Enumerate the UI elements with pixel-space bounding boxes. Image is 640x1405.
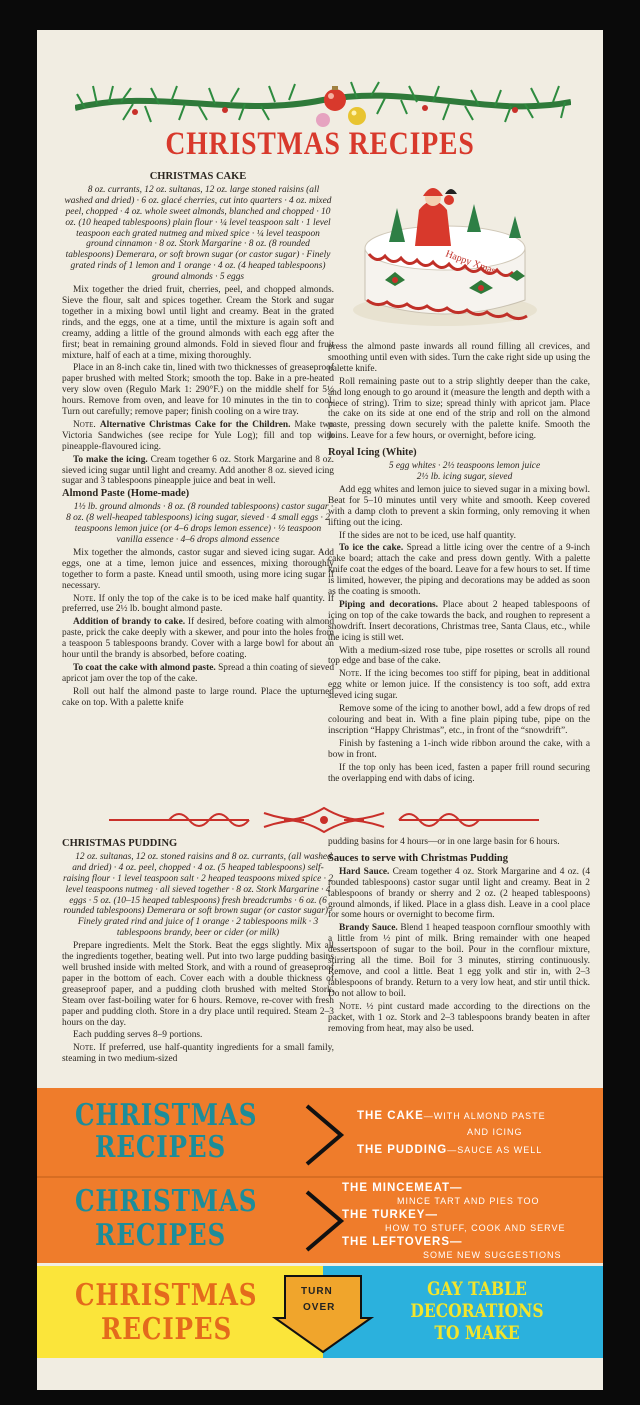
brandy-label: Addition of brandy to cake. bbox=[73, 617, 186, 628]
mincemeat-subline: MINCE TART AND PIES TOO bbox=[397, 1196, 540, 1206]
ornamental-divider bbox=[109, 805, 539, 835]
note-bold: Alternative Christmas Cake for the Children. bbox=[99, 419, 291, 430]
band3-title-line1: CHRISTMAS bbox=[75, 1278, 258, 1313]
press-paste-paragraph: press the almond paste inwards all round filling all crevices, and smoothing until even with sides. Turn the cake right side up using the palette knife. bbox=[328, 342, 590, 374]
basins-paragraph: pudding basins for 4 hours—or in one large basin for 6 hours. bbox=[328, 837, 560, 847]
roll-remaining-paragraph: Roll remaining paste out to a strip slightly deeper than the cake, and long enough to go around it (measure the length and depth with a piece of string). Trim to size; spread thinly with apricot jam. Place the cake on its side at one end of the strip and roll on the almond paste, pressing down securely with the palette knife. Smooth the joins. Leave for a few hours, or overnight, before icing. bbox=[328, 376, 590, 442]
the-mincemeat-bold: THE MINCEMEAT— bbox=[342, 1182, 463, 1194]
pudding-column bbox=[62, 837, 334, 1067]
cake-baking-paragraph: Place in an 8-inch cake tin, lined with two thicknesses of greaseproof paper brushed with melted Stork; smooth the top. Bake in a pre-heated very slow oven (Regulo Mark 1: 290°F.) on the middle shelf for 5½ hours. Remove from oven, and leave for 10 minutes in the tin to cool. Turn out carefully; remove paper; finish cooling on a wire tray. bbox=[62, 363, 334, 418]
note-label: Note. bbox=[339, 669, 362, 680]
alternative-cake-note bbox=[62, 420, 334, 453]
the-leftovers-label bbox=[342, 1236, 463, 1248]
sauces-column bbox=[328, 837, 590, 1036]
hard-sauce-paragraph bbox=[328, 867, 590, 922]
page-title: CHRISTMAS RECIPES bbox=[165, 126, 475, 162]
note-label: Note. bbox=[73, 1043, 96, 1054]
almond-paste-heading: Almond Paste (Home-made) bbox=[62, 488, 190, 500]
note-text: If only the top of the cake is to be iced make half quantity. If preferred, use 2½ lb. bought almond paste. bbox=[62, 593, 335, 615]
the-cake-rest: —WITH ALMOND PASTE bbox=[423, 1111, 546, 1121]
coat-text: Spread a thin coating of sieved apricot jam over the top of the cake. bbox=[62, 662, 335, 684]
gay-table-line: GAY TABLE bbox=[427, 1279, 527, 1300]
icing-column bbox=[328, 342, 590, 786]
the-mincemeat-label bbox=[342, 1182, 462, 1194]
coat-label: To coat the cake with almond paste. bbox=[73, 662, 216, 673]
christmas-pudding-heading: CHRISTMAS PUDDING bbox=[62, 838, 178, 849]
piping-label: Piping and decorations. bbox=[339, 599, 439, 610]
royal-icing-ingredients-2: 2½ lb. icing sugar, sieved bbox=[416, 471, 513, 482]
christmas-cake-heading: CHRISTMAS CAKE bbox=[149, 171, 247, 182]
brandy-sauce-label: Brandy Sauce. bbox=[339, 923, 398, 934]
christmas-cake-ingredients: 8 oz. currants, 12 oz. sultanas, 12 oz. large stoned raisins (all washed and dried) · 6 oz. glacé cherries, cut into quarters · 4 oz. mixed peel, chopped · 4 oz. whole sweet almonds, blanched and chopped · 10 oz. (10 heaped tablespoons) plain flour · ¼ level teaspoon salt · 1 level teaspoon each grated nutmeg and mixed spice · ¼ level teaspoon ground cinnamon · 8 oz. Stork Margarine · 8 oz. (8 rounded tablespoons) Demerara, or soft brown sugar (or castor sugar) · Finely grated rinds of 1 lemon and 1 orange · 4 oz. (4 heaped tablespoons) ground almonds · 5 eggs bbox=[64, 184, 332, 283]
christmas-cake-column bbox=[62, 170, 334, 711]
inscription-paragraph: Remove some of the icing to another bowl, add a few drops of red colouring and beat in. With a fine plain piping tube, pipe on the inscription “Happy Christmas”, etc., in front of the “snowdrift”. bbox=[328, 704, 590, 736]
icing-label: To make the icing. bbox=[73, 454, 148, 465]
royal-icing-ingredients-1: 5 egg whites · 2½ teaspoons lemon juice bbox=[388, 461, 541, 472]
sauces-heading: Sauces to serve with Christmas Pudding bbox=[328, 852, 508, 864]
note-text: If the icing becomes too stiff for piping, beat in additional egg white or lemon juice. If the consistency is too soft, add extra sieved icing sugar. bbox=[328, 669, 590, 702]
cover-band-mincemeat-turkey bbox=[37, 1176, 603, 1263]
cake-method-paragraph: Mix together the dried fruit, cherries, peel, and chopped almonds. Sieve the flour, salt and spices together. Cream the Stork and sugar together in a mixing bowl until light and creamy. Beat in the grated rinds, and the eggs, one at a time, until the mixture is again soft and creamy, adding a little of the ground almonds with each egg after the first; beat in remaining ground almonds. Fold in sieved flour and fruit mixture, half of each at a time, mixing thoroughly. bbox=[62, 285, 334, 361]
almond-paste-ingredients: 1½ lb. ground almonds · 8 oz. (8 rounded tablespoons) castor sugar · 8 oz. (8 well-heaped tablespoons) icing sugar, sieved · 4 small eggs · 2 teaspoons lemon juice (or 4–6 drops lemon essence) · ½ teaspoon vanilla essence · 4–6 drops almond essence bbox=[66, 502, 334, 545]
icing-text: Cream together 6 oz. Stork Margarine and 8 oz. sieved icing sugar until light and creamy. Add another 8 oz. sieved icing sugar and 3 tablespoons pineapple juice and beat in well. bbox=[62, 454, 334, 487]
roll-paste-paragraph: Roll out half the almond paste to large round. Place the upturned cake on top. With a palette knife bbox=[62, 686, 334, 708]
brandy-addition-paragraph bbox=[62, 617, 334, 661]
turn-over-arrow-icon bbox=[271, 1272, 375, 1354]
brandy-sauce-paragraph bbox=[328, 923, 590, 999]
hard-label: Hard Sauce. bbox=[339, 866, 390, 877]
svg-text:Happy Xmas: Happy Xmas bbox=[443, 248, 498, 277]
to-make-line: TO MAKE bbox=[434, 1323, 520, 1344]
ice-cake-paragraph bbox=[328, 543, 590, 598]
over-label: OVER bbox=[303, 1302, 336, 1313]
paper-frill-paragraph: If the top only has been iced, fasten a paper frill round securing the overlapping end with dabs of icing. bbox=[328, 762, 590, 784]
turkey-subline: HOW TO STUFF, COOK AND SERVE bbox=[385, 1223, 566, 1233]
band1-line2 bbox=[357, 1144, 542, 1156]
chevron-right-icon bbox=[305, 1190, 345, 1252]
pudding-note-paragraph bbox=[62, 1043, 334, 1065]
ice-text: Spread a little icing over the centre of a 9-inch cake board; attach the cake and press down gently. With a palette knife coat the edges of the board. Leave for a few hours to set. If time is limited, however, the piping and decorations may be added as soon as the coating is smooth. bbox=[328, 543, 590, 598]
royal-icing-heading: Royal Icing (White) bbox=[328, 447, 417, 459]
almond-note-paragraph bbox=[62, 594, 334, 616]
custard-note-paragraph bbox=[328, 1002, 590, 1035]
brandy-sauce-text: Blend 1 heaped teaspoon cornflour smoothly with a little from ½ pint of milk. Bring remainder with one heaped dessertspoon of sugar to the boil. Pour in the cornflour mixture, stirring all the time. Boil for 3 minutes, stirring continuously. Remove, and cool a little. Beat 1 egg yolk and stir in, with 2–3 tablespoons of brandy. Return to a very low heat, and stir until thick. Do not allow to boil. bbox=[328, 923, 591, 999]
make-icing-paragraph bbox=[62, 455, 334, 488]
brandy-text: If desired, before coating with almond paste, prick the cake deeply with a skewer, and pour into the holes from a teaspoon 5 tablespoons brandy. Cover with a large bowl for about an hour until the brandy is absorbed, before coating. bbox=[62, 617, 335, 661]
band2-title-line1: CHRISTMAS bbox=[75, 1184, 258, 1219]
note-label: Note. bbox=[73, 593, 96, 604]
note-text: Make two Victoria Sandwiches (see recipe for Yule Log); fill and top with pineapple-flavoured icing. bbox=[62, 419, 334, 452]
ribbon-paragraph: Finish by fastening a 1-inch wide ribbon around the cake, with a bow in front. bbox=[328, 738, 590, 760]
band1-line1-cont: AND ICING bbox=[467, 1127, 523, 1137]
coat-cake-paragraph bbox=[62, 663, 334, 685]
the-leftovers-bold: THE LEFTOVERS— bbox=[342, 1236, 463, 1248]
cover-band-table-decorations bbox=[37, 1266, 603, 1358]
the-turkey-bold: THE TURKEY— bbox=[342, 1209, 438, 1221]
cover-band-cake-pudding bbox=[37, 1088, 603, 1176]
band1-title-line2: RECIPES bbox=[95, 1130, 227, 1165]
note-label: Note. bbox=[339, 1001, 362, 1012]
note-label: Note. bbox=[73, 419, 96, 430]
chevron-right-icon bbox=[305, 1104, 345, 1166]
piping-text: Place about 2 heaped tablespoons of icing on top of the cake towards the back, and roughen to represent a snowdrift. Insert decorations, Christmas tree, Santa Claus, etc., while the icing is still wet. bbox=[328, 599, 590, 643]
pudding-ingredients: 12 oz. sultanas, 12 oz. stoned raisins and 8 oz. currants, (all washed and dried) · 4 oz. peel, chopped · 4 oz. (5 heaped tablespoons) self-raising flour · 1 level teaspoon salt · 2 heaped teaspoons mixed spice · 2 level teaspoons nutmeg · all sieved together · 8 oz. Stork Margarine · 4 eggs · 5 oz. (10–15 heaped tablespoons) fresh breadcrumbs · 6 oz. (6 rounded tablespoons) Demerara or soft brown sugar (or castor sugar) · Finely grated rind and juice of 1 orange · 2 tablespoons milk · 3 tablespoons brandy, beer or cider (or milk) bbox=[62, 851, 334, 939]
hard-text: Cream together 4 oz. Stork Margarine and 4 oz. (4 rounded tablespoons) castor sugar until light and creamy. Beat in 2 tablespoons of brandy or sherry and 2 oz. (2 heaped tablespoons) ground almonds, if liked. Place in a glass dish. Leave in a cool place for some hours or overnight to become firm. bbox=[328, 866, 591, 921]
band3-title-line2: RECIPES bbox=[101, 1312, 233, 1347]
decorations-line: DECORATIONS bbox=[410, 1301, 544, 1322]
ice-label: To ice the cake. bbox=[339, 543, 404, 554]
band2-title-line2: RECIPES bbox=[95, 1218, 227, 1253]
half-quantity-paragraph: If the sides are not to be iced, use half quantity. bbox=[339, 530, 516, 541]
rosettes-paragraph: With a medium-sized rose tube, pipe rosettes or scrolls all round top edge and base of the cake. bbox=[328, 645, 590, 667]
almond-method-paragraph: Mix together the almonds, castor sugar and sieved icing sugar. Add eggs, one at a time, lemon juice and essences, mixing thoroughly together to form a paste. Knead until smooth, using more icing sugar if necessary. bbox=[62, 547, 334, 591]
icing-note-paragraph bbox=[328, 669, 590, 702]
the-pudding-label: THE PUDDING bbox=[357, 1144, 448, 1156]
turn-label: TURN bbox=[301, 1286, 333, 1297]
the-turkey-label bbox=[342, 1209, 438, 1221]
note-text: If preferred, use half-quantity ingredients for a small family, steaming in two medium-sized bbox=[62, 1043, 335, 1065]
portions-paragraph: Each pudding serves 8–9 portions. bbox=[73, 1030, 203, 1041]
band1-title-line1: CHRISTMAS bbox=[75, 1098, 258, 1133]
leftovers-subline: SOME NEW SUGGESTIONS bbox=[423, 1250, 562, 1260]
leaflet-page bbox=[37, 30, 603, 1390]
decorated-christmas-cake-illustration bbox=[349, 170, 549, 330]
the-cake-label: THE CAKE bbox=[357, 1110, 424, 1122]
royal-method-paragraph: Add egg whites and lemon juice to sieved sugar in a mixing bowl. Beat for 5–10 minutes until very white and smooth. Keep covered with a damp cloth to prevent a skin forming, only removing it when lifting out the icing. bbox=[328, 484, 590, 528]
band1-line1 bbox=[357, 1110, 546, 1122]
pudding-method-paragraph: Prepare ingredients. Melt the Stork. Beat the eggs slightly. Mix all the ingredients together, beating well. Put into two large pudding basins well brushed inside with melted Stork, and with a round of greaseproof paper in the bottom of each. Cover each with a double thickness of greaseproof paper, and a pudding cloth brushed with melted Stork. Steam over fast-boiling water for 6 hours. Remove, re-cover with fresh paper and pudding cloth. Store in a dry place until required. Steam 2–3 hours on the day. bbox=[62, 941, 334, 1028]
piping-paragraph bbox=[328, 600, 590, 644]
the-pudding-rest: —SAUCE AS WELL bbox=[447, 1145, 543, 1155]
note-text: ½ pint custard made according to the directions on the packet, with 1 oz. Stork and 2–3 tablespoons brandy beaten in after removing from heat, may also be used. bbox=[328, 1001, 590, 1034]
